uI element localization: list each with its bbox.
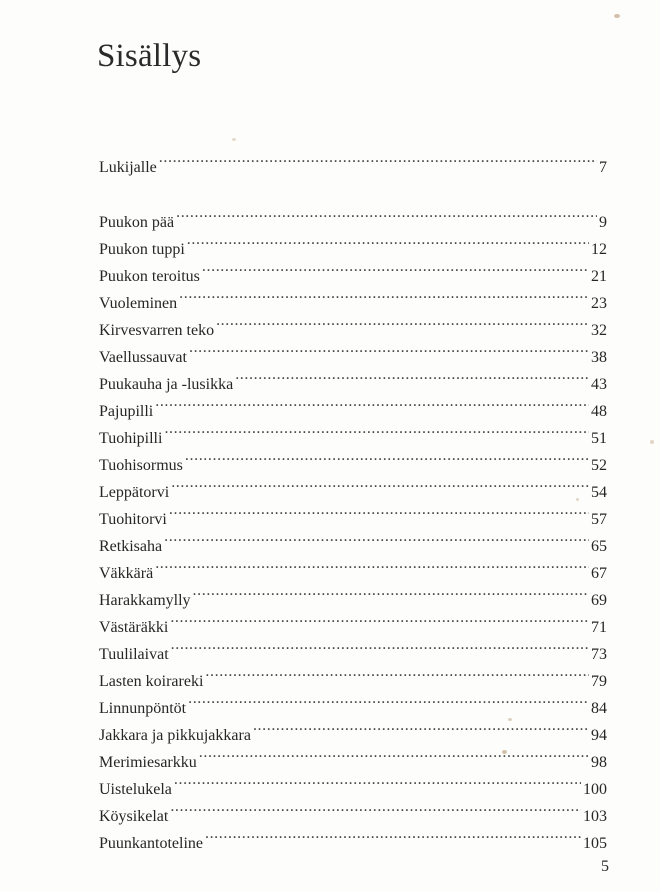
toc-entry	[99, 311, 607, 339]
toc-entry	[99, 743, 607, 771]
toc-entry-label: Puukon tuppi	[99, 241, 185, 258]
toc-entry-page: 9	[599, 214, 607, 231]
toc-dot-leader	[202, 257, 589, 281]
toc-entry	[99, 365, 607, 393]
toc-entry	[99, 392, 607, 420]
toc-entry	[99, 635, 607, 663]
toc-dot-leader	[171, 473, 589, 497]
toc-entry-label: Merimiesarkku	[99, 754, 197, 771]
toc-entry-label: Västäräkki	[99, 619, 169, 636]
toc-entry	[99, 500, 607, 528]
toc-dot-leader	[199, 743, 589, 767]
toc-dot-leader	[164, 527, 589, 551]
toc-dot-leader	[205, 824, 581, 848]
toc-dot-leader	[193, 581, 589, 605]
toc-dot-leader	[205, 662, 589, 686]
toc-dot-leader	[235, 365, 589, 389]
toc-entry-label: Puukauha ja -lusikka	[99, 376, 234, 393]
toc-entry-page: 12	[591, 241, 607, 258]
toc-entry-label: Uistelukela	[99, 781, 172, 798]
toc-entry-label: Kirvesvarren teko	[99, 322, 215, 339]
toc-dot-leader	[164, 419, 589, 443]
toc-dot-leader	[185, 446, 589, 470]
paper-speck	[650, 440, 654, 444]
toc-entry-label: Linnunpöntöt	[99, 700, 187, 717]
toc-entry-page: 105	[583, 835, 607, 852]
toc-dot-leader	[174, 770, 581, 794]
toc-entry-page: 79	[591, 673, 607, 690]
toc-entry-label: Jakkara ja pikkujakkara	[99, 727, 251, 744]
toc-entry	[99, 608, 607, 636]
toc-entry-label: Tuohitorvi	[99, 511, 167, 528]
toc-dot-leader	[169, 500, 589, 524]
toc-entry	[99, 230, 607, 258]
toc-entry	[99, 716, 607, 744]
toc-entry	[99, 797, 607, 825]
toc-entry	[99, 446, 607, 474]
toc-entry	[99, 581, 607, 609]
toc-entry-page: 84	[591, 700, 607, 717]
toc-entry	[99, 419, 607, 447]
toc-entry-page: 51	[591, 430, 607, 447]
toc-entry	[99, 203, 607, 231]
toc-entry	[99, 770, 607, 798]
toc-entry-label: Harakkamylly	[99, 592, 191, 609]
toc-dot-leader	[216, 311, 589, 335]
toc-entry-page: 38	[591, 349, 607, 366]
paper-speck	[614, 14, 620, 18]
toc-entry-label: Vaellussauvat	[99, 349, 187, 366]
page-number: 5	[601, 858, 609, 875]
toc-entry	[99, 527, 607, 555]
toc-entry-page: 67	[591, 565, 607, 582]
toc-entry-label: Lasten koirareki	[99, 673, 204, 690]
toc-entry-intro	[99, 148, 607, 176]
toc-entry-label: Tuohipilli	[99, 430, 163, 447]
toc-entry-label: Pajupilli	[99, 403, 154, 420]
toc-entry	[99, 662, 607, 690]
toc-entry	[99, 824, 607, 852]
toc-entry-page: 69	[591, 592, 607, 609]
toc-entry-page: 100	[583, 781, 607, 798]
toc-entry-page: 48	[591, 403, 607, 420]
toc-entry-label: Lukijalle	[99, 159, 157, 176]
toc-entry-page: 103	[583, 808, 607, 825]
toc-dot-leader	[189, 338, 589, 362]
toc-entry	[99, 257, 607, 285]
toc-dot-leader	[170, 797, 581, 821]
toc-entry	[99, 284, 607, 312]
toc-entry-label: Puukon teroitus	[99, 268, 200, 285]
toc-entry-page: 43	[591, 376, 607, 393]
toc-dot-leader	[155, 554, 589, 578]
toc-entry-label: Puukon pää	[99, 214, 175, 231]
toc-dot-leader	[171, 635, 589, 659]
paper-speck	[508, 718, 512, 721]
toc-entry-label: Leppätorvi	[99, 484, 170, 501]
toc-entry-page: 57	[591, 511, 607, 528]
toc-entry-label: Retkisaha	[99, 538, 163, 555]
toc-entry	[99, 473, 607, 501]
toc-dot-leader	[170, 608, 589, 632]
toc-dot-leader	[187, 230, 589, 254]
toc-entry-label: Tuohisormus	[99, 457, 183, 474]
toc-entry	[99, 689, 607, 717]
toc-entry-label: Puunkantoteline	[99, 835, 203, 852]
toc-entry-label: Väkkärä	[99, 565, 154, 582]
toc-entry-page: 52	[591, 457, 607, 474]
toc-entry-label: Vuoleminen	[99, 295, 178, 312]
toc-entry-label: Köysikelat	[99, 808, 169, 825]
toc-dot-leader	[188, 689, 589, 713]
toc-dot-leader	[179, 284, 589, 308]
toc-entry-page: 71	[591, 619, 607, 636]
toc-entry-page: 7	[599, 159, 607, 176]
paper-speck	[576, 498, 579, 501]
page-title: Sisällys	[97, 38, 202, 74]
toc-entry-page: 54	[591, 484, 607, 501]
toc-entry-page: 98	[591, 754, 607, 771]
toc-entry-label: Tuulilaivat	[99, 646, 169, 663]
toc-entry	[99, 338, 607, 366]
toc-entry-page: 21	[591, 268, 607, 285]
toc-entry-page: 23	[591, 295, 607, 312]
toc-dot-leader	[155, 392, 589, 416]
toc-dot-leader	[253, 716, 589, 740]
toc-entry-page: 32	[591, 322, 607, 339]
toc-entry-page: 94	[591, 727, 607, 744]
paper-speck	[502, 750, 507, 754]
toc-entry-page: 65	[591, 538, 607, 555]
toc-dot-leader	[159, 148, 597, 172]
toc-entry	[99, 554, 607, 582]
toc-entry-page: 73	[591, 646, 607, 663]
toc-dot-leader	[176, 203, 597, 227]
paper-speck	[232, 138, 236, 141]
